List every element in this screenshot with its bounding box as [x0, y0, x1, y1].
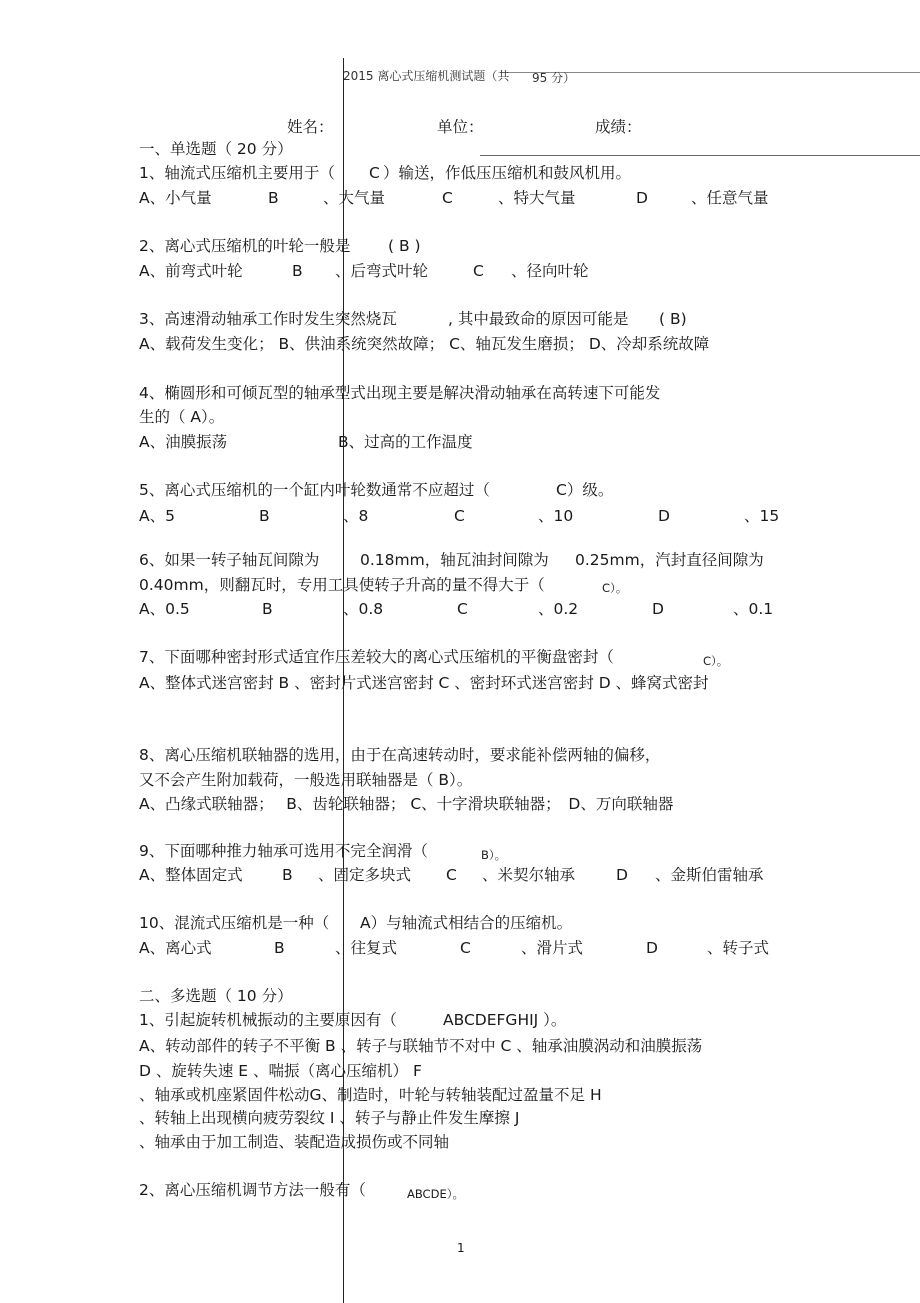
q6-option-a: A、0.5: [139, 600, 190, 618]
q8-stem-line2: 又不会产生附加载荷，一般选用联轴器是（ B）。: [139, 771, 473, 789]
doc-total-score: 95 分）: [532, 71, 576, 85]
q10-stem-end: A）与轴流式相结合的压缩机。: [360, 914, 573, 932]
q1-option-d: 、任意气量: [691, 189, 769, 207]
q9-option-b-letter: B: [282, 866, 293, 884]
q1-answer: C: [369, 164, 380, 182]
q1-stem-end: ）输送，作低压压缩机和鼓风机用。: [383, 164, 632, 182]
q6-option-d: 、0.1: [733, 600, 774, 618]
page-number: 1: [457, 1241, 465, 1255]
s2-q1-line3: 、轴承或机座紧固件松动G、制造时，叶轮与转轴装配过盈量不足 H: [139, 1086, 602, 1104]
s2-q1-line4: 、转轴上出现横向疲劳裂纹 I 、转子与静止件发生摩擦 J: [139, 1109, 520, 1127]
q2-option-c-letter: C: [473, 262, 484, 280]
q1-option-c-letter: C: [442, 189, 453, 207]
q2-option-c: 、径向叶轮: [511, 262, 589, 280]
q6-line1-c: 0.25mm，汽封直径间隙为: [575, 551, 764, 569]
q9-option-c-letter: C: [446, 866, 457, 884]
q2-answer: ( B ): [388, 237, 421, 255]
q4-option-b: B、过高的工作温度: [338, 433, 473, 451]
q9-option-a: A、整体固定式: [139, 866, 243, 884]
q5-option-c: 、10: [538, 507, 574, 525]
q6-option-b: 、0.8: [343, 600, 384, 618]
grade-underline: [480, 155, 920, 156]
q3-stem: 3、高速滑动轴承工作时发生突然烧瓦: [139, 310, 397, 328]
q10-option-b-letter: B: [274, 939, 285, 957]
q10-option-d: 、转子式: [707, 939, 770, 957]
q9-option-b: 、固定多块式: [318, 866, 412, 884]
q6-line2-a: 0.40mm，则翻瓦时，专用工具使转子升高的量不得大于（: [139, 576, 545, 594]
q2-option-a: A、前弯式叶轮: [139, 262, 243, 280]
s2-q1-line1: A、转动部件的转子不平衡 B 、转子与联轴节不对中 C 、轴承油膜涡动和油膜振荡: [139, 1037, 703, 1055]
q1-option-b-letter: B: [268, 189, 279, 207]
s2-q2-stem: 2、离心压缩机调节方法一般有（: [139, 1181, 366, 1199]
q3-answer: ( B): [659, 310, 687, 328]
q6-answer: C）。: [602, 581, 628, 595]
s2-q2-answer: ABCDE）。: [407, 1187, 464, 1201]
q2-option-b-letter: B: [292, 262, 303, 280]
q4-option-a: A、油膜振荡: [139, 433, 228, 451]
q6-option-d-letter: D: [652, 600, 664, 618]
q1-stem: 1、轴流式压缩机主要用于（: [139, 164, 335, 182]
q2-option-b: 、后弯式叶轮: [335, 262, 429, 280]
unit-label: 单位：: [437, 118, 484, 136]
s2-q1-line5: 、轴承由于加工制造、装配造成损伤或不同轴: [139, 1133, 450, 1151]
q10-option-d-letter: D: [646, 939, 658, 957]
q5-option-c-letter: C: [454, 507, 465, 525]
s2-q1-stem: 1、引起旋转机械振动的主要原因有（: [139, 1011, 397, 1029]
q10-option-a: A、离心式: [139, 939, 212, 957]
s2-q1-answer: ABCDEFGHIJ ）。: [443, 1011, 567, 1029]
q5-option-b: 、8: [343, 507, 369, 525]
q9-option-d: 、金斯伯雷轴承: [655, 866, 764, 884]
q9-option-c: 、米契尔轴承: [482, 866, 576, 884]
q6-option-b-letter: B: [262, 600, 273, 618]
q5-option-d-letter: D: [658, 507, 670, 525]
q5-option-d: 、15: [744, 507, 780, 525]
q8-stem-line1: 8、离心压缩机联轴器的选用，由于在高速转动时，要求能补偿两轴的偏移，: [139, 746, 661, 764]
q10-stem: 10、混流式压缩机是一种（: [139, 914, 330, 932]
section1-heading: 一、单选题（ 20 分）: [139, 140, 293, 158]
q3-options: A、载荷发生变化； B、供油系统突然故障； C、轴瓦发生磨损； D、冷却系统故障: [139, 335, 710, 353]
q10-option-c-letter: C: [460, 939, 471, 957]
q4-stem-line1: 4、椭圆形和可倾瓦型的轴承型式出现主要是解决滑动轴承在高转速下可能发: [139, 384, 661, 402]
q3-stem-2: , 其中最致命的原因可能是: [448, 310, 629, 328]
q4-stem-line2: 生的（ A）。: [139, 408, 225, 426]
q1-option-b: 、大气量: [323, 189, 386, 207]
name-label: 姓名：: [287, 118, 334, 136]
q1-option-c: 、特大气量: [498, 189, 576, 207]
q10-option-c: 、滑片式: [521, 939, 584, 957]
q7-answer: C）。: [703, 654, 729, 668]
q9-answer: B）。: [481, 848, 507, 862]
q8-options: A、凸缘式联轴器； B、齿轮联轴器； C、十字滑块联轴器； D、万向联轴器: [139, 795, 674, 813]
q5-option-a: A、5: [139, 507, 175, 525]
q9-stem: 9、下面哪种推力轴承可选用不完全润滑（: [139, 842, 428, 860]
q6-line1-b: 0.18mm，轴瓦油封间隙为: [360, 551, 549, 569]
q5-answer: C）级。: [556, 481, 614, 499]
q9-option-d-letter: D: [616, 866, 628, 884]
doc-title: 2015 离心式压缩机测试题（共: [343, 69, 510, 83]
q6-option-c: 、0.2: [538, 600, 579, 618]
section2-heading: 二、多选题（ 10 分）: [139, 987, 293, 1005]
q1-option-d-letter: D: [636, 189, 648, 207]
q7-options: A、整体式迷宫密封 B 、密封片式迷宫密封 C 、密封环式迷宫密封 D 、蜂窝式密封: [139, 674, 709, 692]
q1-option-a: A、小气量: [139, 189, 212, 207]
q2-stem: 2、离心式压缩机的叶轮一般是: [139, 237, 351, 255]
q6-option-c-letter: C: [457, 600, 468, 618]
q5-option-b-letter: B: [259, 507, 270, 525]
q10-option-b: 、往复式: [335, 939, 398, 957]
q6-line1-a: 6、如果一转子轴瓦间隙为: [139, 551, 320, 569]
grade-label: 成绩：: [595, 118, 642, 136]
q7-stem: 7、下面哪种密封形式适宜作压差较大的离心式压缩机的平衡盘密封（: [139, 648, 614, 666]
s2-q1-line2: D 、旋转失速 E 、喘振（离心压缩机） F: [139, 1062, 422, 1080]
q5-stem: 5、离心式压缩机的一个缸内叶轮数通常不应超过（: [139, 481, 490, 499]
